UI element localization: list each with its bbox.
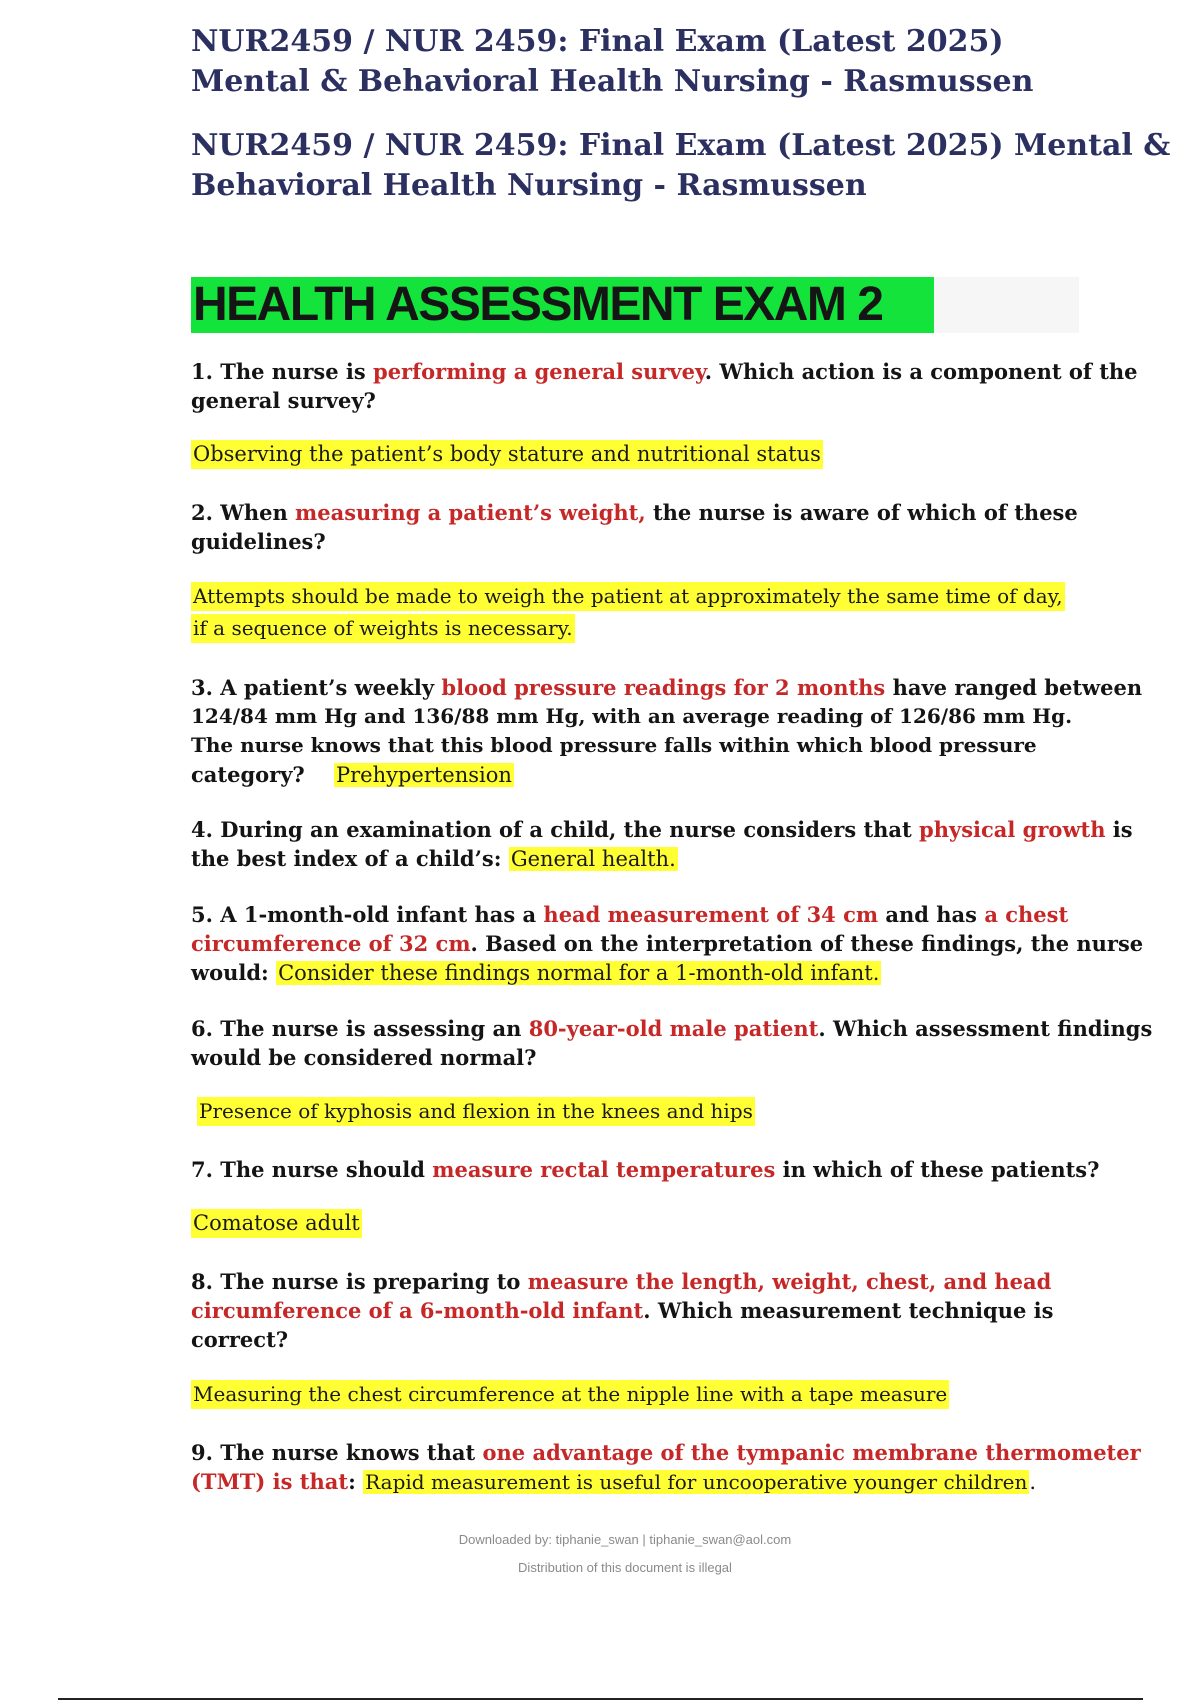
answer-7 (191, 1209, 362, 1238)
question-keyword: physical growth (919, 817, 1106, 842)
question-7 (191, 1155, 1100, 1184)
question-4 (191, 815, 1133, 874)
question-text: . Which assessment findings (818, 1016, 1153, 1041)
question-text: the best index of a child’s: (191, 846, 502, 871)
question-text: have ranged between (885, 675, 1143, 700)
question-text: in which of these patients? (775, 1157, 1100, 1182)
answer-highlight: Consider these findings normal for a 1-month-old infant. (278, 961, 880, 985)
section-banner: HEALTH ASSESSMENT EXAM 2 (191, 277, 934, 333)
title-line: Behavioral Health Nursing - Rasmussen (191, 168, 867, 203)
document-title-primary (191, 22, 1091, 102)
answer-6 (197, 1097, 755, 1126)
question-text: The nurse knows that this blood pressure falls within which blood pressure (191, 733, 1037, 757)
question-text: . Which action is a component of the (704, 359, 1138, 384)
answer-highlight: Attempts should be made to weigh the patient at approximately the same time of day, (191, 582, 1065, 611)
title-line: NUR2459 / NUR 2459: Final Exam (Latest 2025) (191, 24, 1004, 59)
question-keyword: a chest (984, 902, 1069, 927)
question-keyword: measure rectal temperatures (432, 1157, 776, 1182)
question-keyword: (TMT) is that (191, 1469, 349, 1494)
question-text: 6. The nurse is assessing an (191, 1016, 529, 1041)
question-9 (191, 1438, 1141, 1497)
question-8 (191, 1267, 1071, 1354)
question-keyword: head measurement of 34 cm (543, 902, 879, 927)
question-text: general survey? (191, 388, 376, 413)
question-text: guidelines? (191, 529, 326, 554)
answer-highlight: Rapid measurement is useful for uncooperative younger children (365, 1470, 1028, 1494)
question-text: would: (191, 960, 269, 985)
question-text: 3. A patient’s weekly (191, 675, 442, 700)
answer-highlight: if a sequence of weights is necessary. (191, 614, 575, 643)
distribution-notice: Distribution of this document is illegal (518, 1560, 732, 1575)
question-keyword: measuring a patient’s weight, (295, 500, 646, 525)
question-text: category? (191, 762, 305, 787)
answer-2 (191, 582, 1065, 643)
question-keyword: circumference of a 6-month-old infant (191, 1298, 644, 1323)
question-text: is (1105, 817, 1133, 842)
download-notice: Downloaded by: tiphanie_swan | tiphanie_swan@aol.com (458, 1532, 792, 1547)
question-keyword: circumference of 32 cm (191, 931, 471, 956)
question-text: 2. When (191, 500, 296, 525)
question-text: correct? (191, 1327, 289, 1352)
question-text: 8. The nurse is preparing to (191, 1269, 528, 1294)
question-text: : (348, 1469, 364, 1494)
question-text: the nurse is aware of which of these (645, 500, 1078, 525)
question-text: and has (878, 902, 985, 927)
question-2 (191, 498, 1078, 556)
question-keyword: 80-year-old male patient (528, 1016, 819, 1041)
answer-highlight: Comatose adult (191, 1209, 362, 1238)
question-text: would be considered normal? (191, 1045, 537, 1070)
answer-8 (191, 1380, 949, 1409)
question-text: 124/84 mm Hg and 136/88 mm Hg, with an average reading of 126/86 mm Hg. (191, 704, 1073, 728)
question-3 (191, 673, 1143, 790)
question-6 (191, 1014, 1153, 1072)
answer-highlight: Presence of kyphosis and flexion in the knees and hips (197, 1097, 755, 1126)
answer-highlight: Observing the patient’s body stature and nutritional status (191, 440, 823, 469)
question-5 (191, 900, 1144, 988)
answer-1 (191, 440, 823, 469)
section-banner-container (191, 277, 1079, 333)
question-text: . Which measurement technique is (643, 1298, 1054, 1323)
question-text: 7. The nurse should (191, 1157, 433, 1182)
question-text: 9. The nurse knows that (191, 1440, 483, 1465)
answer-highlight: Prehypertension (335, 763, 512, 787)
question-keyword: blood pressure readings for 2 months (441, 675, 886, 700)
document-title-secondary (191, 126, 1171, 206)
question-text: 1. The nurse is (191, 359, 374, 384)
question-text: . (1029, 1470, 1037, 1494)
question-keyword: one advantage of the tympanic membrane thermometer (482, 1440, 1141, 1465)
answer-highlight: Measuring the chest circumference at the nipple line with a tape measure (191, 1380, 949, 1409)
question-text: 4. During an examination of a child, the nurse considers that (191, 817, 920, 842)
question-text: . Based on the interpretation of these findings, the nurse (470, 931, 1144, 956)
question-keyword: measure the length, weight, chest, and head (527, 1269, 1052, 1294)
title-line: Mental & Behavioral Health Nursing - Rasmussen (191, 64, 1034, 99)
question-text: 5. A 1-month-old infant has a (191, 902, 544, 927)
answer-highlight: General health. (510, 847, 676, 871)
question-keyword: performing a general survey (373, 359, 705, 384)
question-1 (191, 357, 1138, 415)
title-line: NUR2459 / NUR 2459: Final Exam (Latest 2025) Mental & (191, 128, 1171, 163)
